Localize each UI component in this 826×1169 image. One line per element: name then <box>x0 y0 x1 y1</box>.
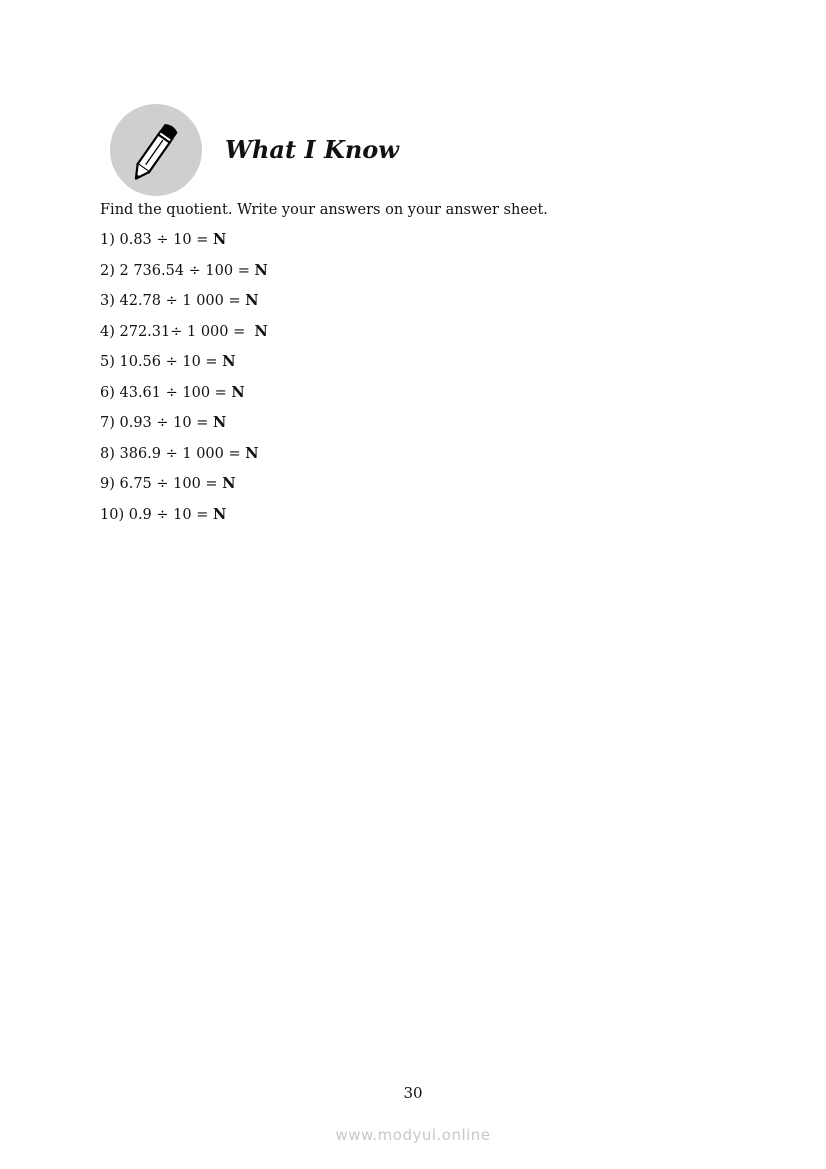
answer-mark: N <box>245 444 259 462</box>
problem-text: 9) 6.75 ÷ 100 = <box>100 476 223 492</box>
answer-mark: N <box>231 383 245 401</box>
problem-list <box>100 229 268 534</box>
answer-mark: N <box>222 475 236 492</box>
problem-item <box>100 351 268 382</box>
problem-text: 2) 2 736.54 ÷ 100 = <box>100 262 255 279</box>
problem-text: 8) 386.9 ÷ 1 000 = <box>100 445 246 462</box>
answer-mark: N <box>254 322 268 340</box>
problem-item <box>100 382 268 413</box>
answer-mark: N <box>212 505 227 523</box>
answer-mark: N <box>212 231 227 248</box>
problem-item <box>100 260 268 291</box>
instructions: Find the quotient. Write your answers on your answer sheet. <box>100 202 548 218</box>
problem-item <box>100 412 268 443</box>
problem-text: 4) 272.31÷ 1 000 = <box>100 323 255 340</box>
answer-mark: N <box>222 353 236 370</box>
problem-text: 3) 42.78 ÷ 1 000 = <box>100 293 246 309</box>
answer-mark: N <box>245 292 259 309</box>
pencil-icon <box>110 104 202 196</box>
problem-item <box>100 321 268 352</box>
problem-item <box>100 290 268 321</box>
problem-item <box>100 443 268 474</box>
answer-mark: N <box>254 261 268 279</box>
problem-text: 7) 0.93 ÷ 10 = <box>100 415 213 431</box>
problem-text: 1) 0.83 ÷ 10 = <box>100 232 213 248</box>
problem-item <box>100 473 268 504</box>
problem-text: 6) 43.61 ÷ 100 = <box>100 384 232 401</box>
problem-item <box>100 504 268 535</box>
problem-text: 5) 10.56 ÷ 10 = <box>100 354 223 370</box>
section-title: What I Know <box>225 135 399 164</box>
problem-text: 10) 0.9 ÷ 10 = <box>100 506 213 523</box>
problem-item <box>100 229 268 260</box>
page-number: 30 <box>403 1084 423 1102</box>
answer-mark: N <box>212 414 227 431</box>
watermark: www.modyul.online <box>335 1126 491 1144</box>
